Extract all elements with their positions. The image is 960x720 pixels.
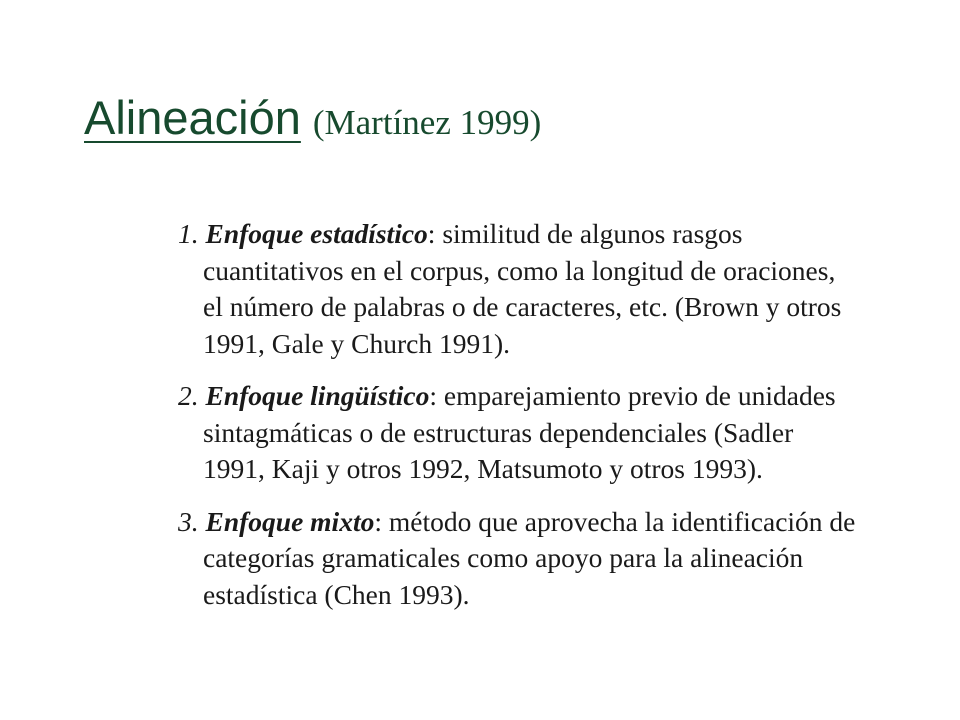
list-item-linguistic [178,378,858,488]
item-number: 3. [178,505,199,537]
item-term: Enfoque lingüístico [205,380,430,411]
item-separator: : [429,380,438,411]
item-number: 1. [178,218,199,249]
list-item-mixed [178,504,858,614]
title-citation: (Martínez 1999) [312,103,542,142]
item-term: Enfoque estadístico [205,218,428,249]
list-item-statistical [178,216,858,362]
item-description: emparejamiento previo de unidades sintagmáticas o de estructuras dependenciales (Sadler 1991, Kaji y otros 1992, Matsumoto y otros 1993). [203,380,836,484]
item-description: similitud de algunos rasgos cuantitativos en el corpus, como la longitud de oraciones, el número de palabras o de caracteres, etc. (Brown y otros 1991, Gale y Church 1991). [203,218,842,359]
item-number: 2. [178,380,199,411]
item-separator: : [427,218,436,249]
title-main: Alineación [84,91,301,144]
item-term: Enfoque mixto [205,505,375,537]
item-description: método que aprovecha la identificación de categorías gramaticales como apoyo para la alineación estadística (Chen 1993). [203,505,856,610]
item-separator: : [374,505,382,537]
approach-list [178,216,858,629]
slide-title [84,91,542,144]
